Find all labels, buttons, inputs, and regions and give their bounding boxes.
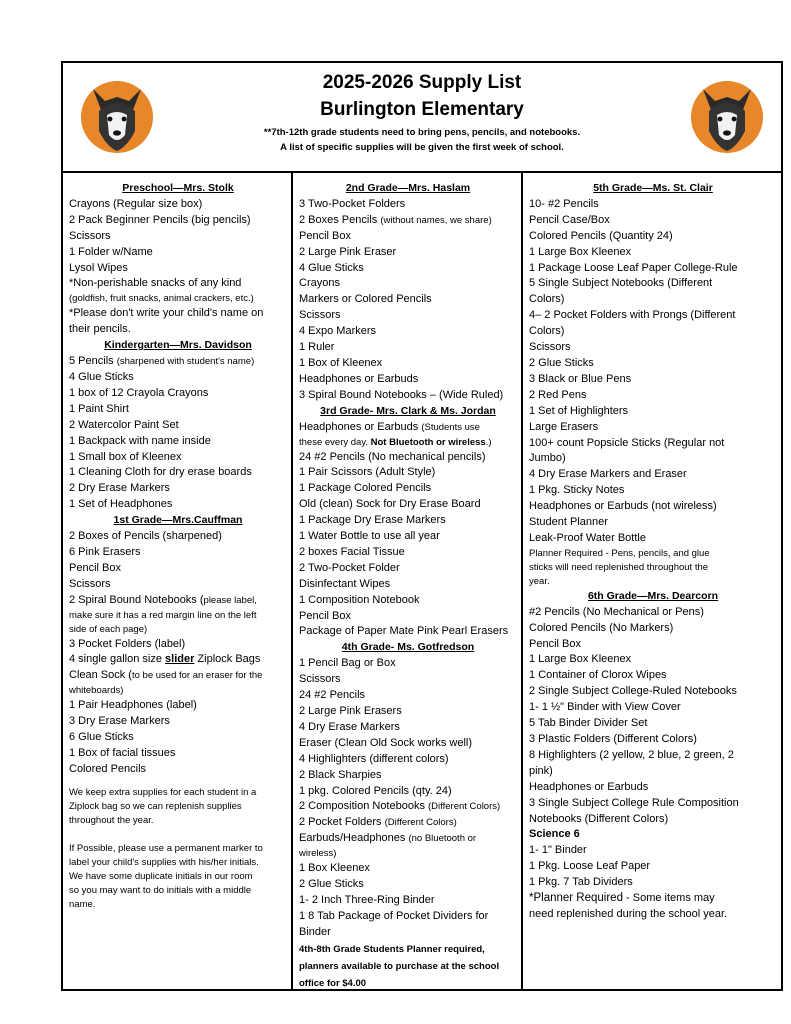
column-left bbox=[63, 173, 293, 989]
page-title: 2025-2026 Supply List bbox=[322, 72, 522, 93]
list-item: 4 Expo Markers bbox=[299, 325, 377, 338]
list-item: 1 Container of Clorox Wipes bbox=[529, 669, 667, 682]
list-item: 3 Pocket Folders (label) bbox=[69, 637, 186, 650]
list-item: *Non-perishable snacks of any kind bbox=[69, 277, 242, 290]
list-item: 1 Box of facial tissues bbox=[69, 747, 176, 759]
list-item: 1 Water Bottle to use all year bbox=[299, 530, 440, 543]
list-item: 1- 2 Inch Three-Ring Binder bbox=[299, 893, 435, 906]
husky-mascot-logo bbox=[687, 71, 767, 155]
list-item: Headphones or Earbuds bbox=[529, 780, 649, 793]
grade-note-1: **7th-12th grade students need to bring pens, pencils, and notebooks. bbox=[263, 127, 581, 138]
list-item: 1 pkg. Colored Pencils (qty. 24) bbox=[299, 784, 452, 797]
list-item: 24 #2 Pencils bbox=[299, 689, 366, 702]
planner-note bbox=[299, 941, 517, 992]
item-text: Ziplock Bags bbox=[194, 653, 261, 666]
item-detail: (no Bluetooth or bbox=[408, 833, 477, 845]
list-item: Student Planner bbox=[529, 516, 608, 529]
husky-mascot-logo bbox=[77, 71, 157, 155]
list-item: 4 Dry Erase Markers bbox=[299, 720, 400, 733]
sixth-grade-heading: 6th Grade—Mrs. Dearcorn bbox=[587, 589, 719, 602]
list-item: their pencils. bbox=[69, 323, 131, 336]
list-item bbox=[299, 799, 517, 815]
note-line: throughout the year. bbox=[69, 814, 154, 826]
list-item: Headphones or Earbuds bbox=[299, 372, 419, 385]
second-grade-heading: 2nd Grade—Mrs. Haslam bbox=[345, 182, 471, 194]
list-item: Lysol Wipes bbox=[69, 261, 128, 274]
list-item-detail bbox=[299, 436, 517, 450]
note-line: We keep extra supplies for each student in a bbox=[69, 786, 257, 798]
item-text: 2 Boxes Pencils bbox=[299, 213, 381, 226]
item-detail: (Students use bbox=[421, 421, 480, 433]
list-item: 1- 1" Binder bbox=[529, 844, 587, 857]
note-line: Ziplock bag so we can replenish supplies bbox=[69, 800, 242, 812]
list-item: 1 Package Loose Leaf Paper College-Rule bbox=[529, 261, 738, 274]
note-line: year. bbox=[529, 575, 550, 587]
list-item: 5 Single Subject Notebooks (Different bbox=[529, 277, 713, 290]
list-item: 4 Glue Sticks bbox=[299, 261, 364, 274]
list-item: pink) bbox=[529, 764, 553, 777]
list-item: Pencil Box bbox=[299, 609, 351, 622]
list-item bbox=[69, 668, 287, 684]
list-item: 2 Black Sharpies bbox=[299, 768, 382, 781]
note-line: so you may want to do initials with a middle bbox=[69, 884, 252, 896]
list-item: 3 Spiral Bound Notebooks – (Wide Ruled) bbox=[299, 388, 504, 401]
list-item: Headphones or Earbuds (not wireless) bbox=[529, 500, 717, 513]
list-item: 1 Composition Notebook bbox=[299, 593, 420, 606]
list-item-detail: make sure it has a red margin line on the left bbox=[69, 609, 257, 621]
list-item: 2 Boxes of Pencils (sharpened) bbox=[69, 530, 222, 543]
list-item: 3 Two-Pocket Folders bbox=[299, 197, 406, 210]
item-text: *Planner Required bbox=[529, 892, 623, 905]
list-item: 2 Pack Beginner Pencils (big pencils) bbox=[69, 213, 251, 226]
column-right bbox=[523, 173, 781, 989]
note-line: name. bbox=[69, 898, 96, 910]
list-item: Colors) bbox=[529, 325, 565, 338]
list-item: Package of Paper Mate Pink Pearl Erasers bbox=[299, 625, 509, 638]
footer-note-1 bbox=[69, 786, 287, 828]
list-item: 1- 1 ½" Binder with View Cover bbox=[529, 701, 681, 714]
supply-list-frame bbox=[61, 61, 783, 991]
list-item: 8 Highlighters (2 yellow, 2 blue, 2 green, 2 bbox=[529, 748, 734, 761]
list-item: 4 Dry Erase Markers and Eraser bbox=[529, 468, 687, 481]
list-item: Leak-Proof Water Bottle bbox=[529, 531, 646, 544]
list-item: Crayons (Regular size box) bbox=[69, 197, 203, 210]
list-item: 1 Set of Headphones bbox=[69, 498, 173, 511]
list-item: 3 Black or Blue Pens bbox=[529, 372, 632, 385]
item-text: Headphones or Earbuds bbox=[299, 420, 422, 433]
item-text: 5 Pencils bbox=[69, 355, 117, 368]
list-item: 1 Set of Highlighters bbox=[529, 404, 629, 417]
list-item: 2 Glue Sticks bbox=[529, 356, 594, 369]
list-item: 1 Pair Scissors (Adult Style) bbox=[299, 466, 436, 479]
note-line: 4th-8th Grade Students Planner required, bbox=[299, 943, 485, 955]
note-line: Planner Required - Pens, pencils, and glue bbox=[529, 547, 710, 559]
item-text: - Some items may bbox=[622, 892, 715, 905]
item-text: Clean Sock ( bbox=[69, 669, 132, 682]
list-item: 1 Package Dry Erase Markers bbox=[299, 514, 446, 527]
item-text: 2 Pocket Folders bbox=[299, 816, 385, 829]
list-item: need replenished during the school year. bbox=[529, 907, 728, 920]
fifth-grade-heading: 5th Grade—Ms. St. Clair bbox=[593, 182, 713, 194]
list-item: 2 boxes Facial Tissue bbox=[299, 545, 405, 558]
list-item: 1 Folder w/Name bbox=[69, 245, 153, 258]
list-item-detail: whiteboards) bbox=[69, 685, 124, 697]
list-item: 3 Single Subject College Rule Composition bbox=[529, 796, 739, 809]
list-item: Scissors bbox=[69, 577, 111, 590]
list-item: 1 Large Box Kleenex bbox=[529, 653, 632, 666]
list-item bbox=[69, 354, 287, 370]
list-item: Old (clean) Sock for Dry Erase Board bbox=[299, 498, 481, 511]
item-detail: (Different Colors) bbox=[428, 801, 501, 813]
list-item: Crayons bbox=[299, 277, 340, 290]
list-item: 1 Cleaning Cloth for dry erase boards bbox=[69, 466, 252, 479]
note-line: We have some duplicate initials in our room bbox=[69, 870, 253, 882]
list-item: Eraser (Clean Old Sock works well) bbox=[299, 736, 472, 749]
list-item bbox=[299, 831, 517, 847]
list-item: 10- #2 Pencils bbox=[529, 197, 599, 210]
footer-note-2 bbox=[69, 842, 287, 912]
third-grade-heading: 3rd Grade- Mrs. Clark & Ms. Jordan bbox=[320, 404, 496, 417]
list-item-detail: wireless) bbox=[299, 848, 337, 860]
item-emphasis: Not Bluetooth or wireless bbox=[370, 436, 486, 448]
column-middle bbox=[293, 173, 523, 989]
science-heading: Science 6 bbox=[529, 828, 580, 841]
list-item: 2 Large Pink Eraser bbox=[299, 245, 397, 258]
list-item: 1 Pkg. Sticky Notes bbox=[529, 484, 625, 497]
item-text: 2 Spiral Bound Notebooks ( bbox=[69, 593, 204, 606]
kindergarten-heading: Kindergarten—Mrs. Davidson bbox=[104, 339, 252, 352]
list-item: Scissors bbox=[299, 309, 341, 322]
list-item: Jumbo) bbox=[529, 452, 566, 465]
item-text: 2 Composition Notebooks bbox=[299, 800, 429, 813]
list-item: Notebooks (Different Colors) bbox=[529, 812, 669, 825]
list-item: Pencil Box bbox=[69, 561, 121, 574]
note-line: label your child's supplies with his/her initials. bbox=[69, 856, 259, 868]
item-detail: please label, bbox=[203, 594, 257, 606]
list-item: Pencil Box bbox=[529, 637, 581, 650]
list-item: 1 Paint Shirt bbox=[69, 402, 129, 415]
list-item bbox=[299, 420, 517, 436]
list-item: 1 Pencil Bag or Box bbox=[299, 657, 396, 670]
list-item: 1 Box Kleenex bbox=[299, 862, 370, 875]
grade-note-2: A list of specific supplies will be given the first week of school. bbox=[280, 142, 564, 153]
list-item: 1 Pair Headphones (label) bbox=[69, 699, 197, 712]
list-item: 1 box of 12 Crayola Crayons bbox=[69, 386, 209, 399]
list-item: Scissors bbox=[299, 673, 341, 686]
list-item: 1 Large Box Kleenex bbox=[529, 245, 632, 258]
list-item-detail: (goldfish, fruit snacks, animal crackers, etc.) bbox=[69, 293, 254, 305]
list-item: 4– 2 Pocket Folders with Prongs (Different bbox=[529, 309, 736, 322]
list-item: 2 Two-Pocket Folder bbox=[299, 561, 400, 574]
list-item: Pencil Box bbox=[299, 229, 351, 242]
list-item: 1 8 Tab Package of Pocket Dividers for bbox=[299, 909, 489, 922]
item-detail: .) bbox=[485, 436, 492, 448]
note-line: If Possible, please use a permanent marker to bbox=[69, 842, 263, 854]
item-text: 4 single gallon size bbox=[69, 653, 166, 666]
list-item: Binder bbox=[299, 925, 331, 938]
list-item: 3 Dry Erase Markers bbox=[69, 715, 170, 728]
note-line: planners available to purchase at the school bbox=[299, 960, 500, 972]
list-item bbox=[299, 213, 517, 229]
list-item: 2 Single Subject College-Ruled Notebooks bbox=[529, 685, 737, 698]
list-item: 24 #2 Pencils (No mechanical pencils) bbox=[299, 450, 486, 463]
list-item bbox=[69, 593, 287, 609]
grade-columns bbox=[63, 173, 781, 989]
list-item: 5 Tab Binder Divider Set bbox=[529, 717, 648, 730]
list-item: 6 Pink Erasers bbox=[69, 545, 141, 558]
list-item: Colored Pencils (Quantity 24) bbox=[529, 229, 673, 242]
item-detail: these every day. bbox=[299, 436, 371, 448]
list-item: 1 Backpack with name inside bbox=[69, 434, 211, 447]
list-item: Scissors bbox=[529, 341, 571, 354]
list-item: Colored Pencils (No Markers) bbox=[529, 621, 674, 634]
list-item: 2 Large Pink Erasers bbox=[299, 705, 402, 717]
list-item: 2 Red Pens bbox=[529, 388, 587, 401]
list-item-detail: side of each page) bbox=[69, 623, 148, 635]
item-text: Earbuds/Headphones bbox=[299, 832, 409, 845]
list-item: 2 Watercolor Paint Set bbox=[69, 418, 179, 431]
list-item: 1 Small box of Kleenex bbox=[69, 450, 182, 463]
list-item: Colored Pencils bbox=[69, 762, 147, 775]
list-item: 1 Box of Kleenex bbox=[299, 356, 383, 369]
list-item: 4 Glue Sticks bbox=[69, 370, 134, 383]
fourth-grade-heading: 4th Grade- Ms. Gotfredson bbox=[341, 641, 475, 654]
list-item: 1 Package Colored Pencils bbox=[299, 482, 432, 495]
list-item: 2 Dry Erase Markers bbox=[69, 482, 170, 495]
item-detail: (sharpened with student's name) bbox=[116, 356, 255, 368]
note-line: office for $4.00 bbox=[299, 977, 367, 989]
list-item: Markers or Colored Pencils bbox=[299, 293, 432, 306]
list-item: 100+ count Popsicle Sticks (Regular not bbox=[529, 436, 725, 449]
list-item: 6 Glue Sticks bbox=[69, 731, 134, 744]
list-item bbox=[69, 652, 287, 668]
list-item: Disinfectant Wipes bbox=[299, 577, 391, 590]
note-line: sticks will need replenished throughout the bbox=[529, 561, 709, 573]
school-name: Burlington Elementary bbox=[320, 99, 524, 120]
item-detail: (Different Colors) bbox=[384, 817, 457, 829]
planner-required-note bbox=[529, 891, 777, 907]
list-item: 4 Highlighters (different colors) bbox=[299, 752, 449, 765]
list-item: 1 Ruler bbox=[299, 341, 335, 354]
list-item: 1 Pkg. Loose Leaf Paper bbox=[529, 860, 651, 873]
list-item: Scissors bbox=[69, 229, 111, 242]
item-detail: (without names, we share) bbox=[380, 214, 492, 226]
list-item: Pencil Case/Box bbox=[529, 213, 610, 226]
list-item: #2 Pencils (No Mechanical or Pens) bbox=[529, 605, 704, 618]
preschool-heading: Preschool—Mrs. Stolk bbox=[122, 182, 234, 194]
list-item: 1 Pkg. 7 Tab Dividers bbox=[529, 876, 633, 889]
header bbox=[63, 63, 781, 173]
list-item bbox=[299, 815, 517, 831]
list-item: Colors) bbox=[529, 293, 565, 306]
list-item: Large Erasers bbox=[529, 420, 599, 433]
planner-note-5th bbox=[529, 547, 777, 589]
list-item: *Please don't write your child's name on bbox=[69, 307, 264, 320]
item-detail: to be used for an eraser for the bbox=[131, 670, 263, 682]
first-grade-heading: 1st Grade—Mrs.Cauffman bbox=[113, 514, 243, 527]
list-item: 2 Glue Sticks bbox=[299, 878, 364, 891]
item-emphasis: slider bbox=[165, 653, 195, 666]
list-item: 3 Plastic Folders (Different Colors) bbox=[529, 733, 697, 745]
